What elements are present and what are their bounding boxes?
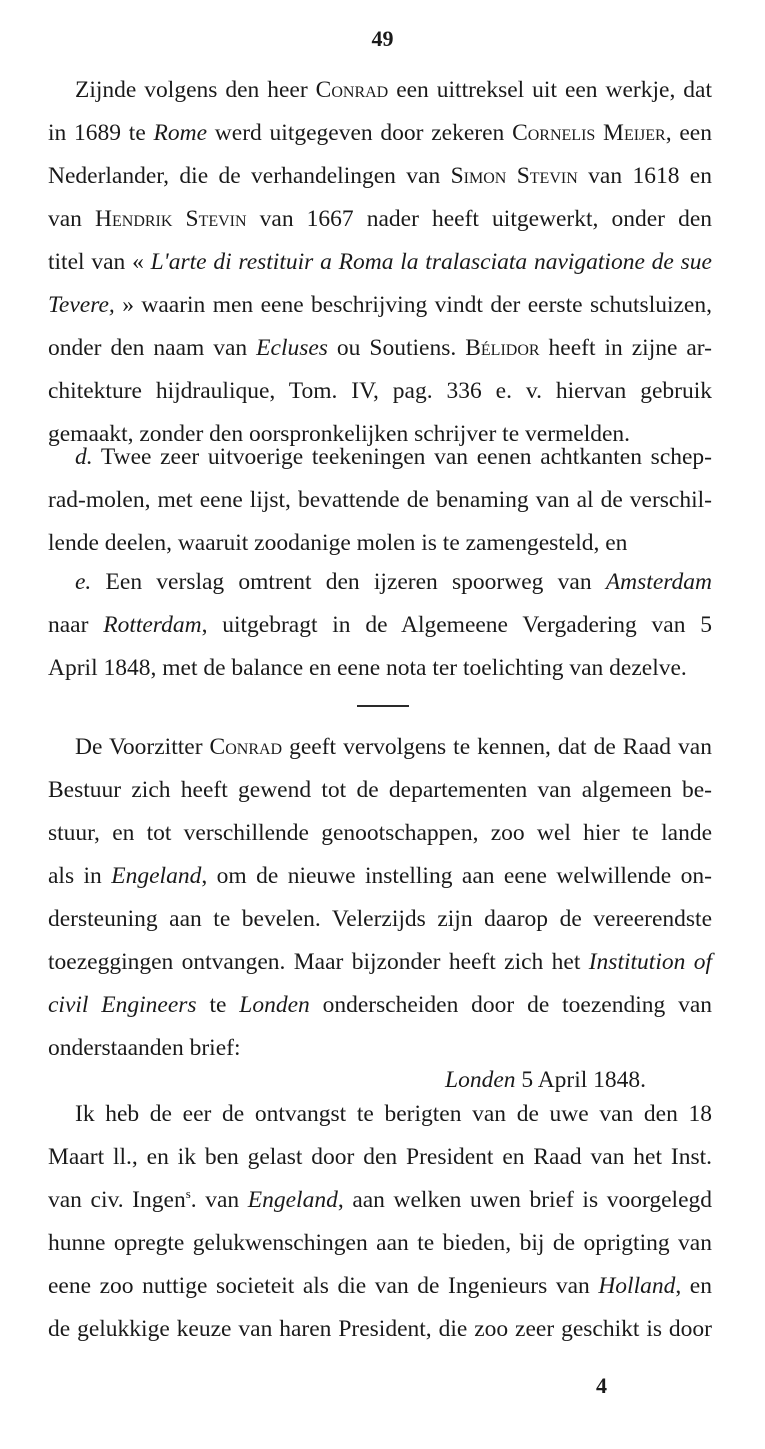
text-line: onder den naam van Ecluses ou Soutiens. Bélidor heeft in zijne ar- <box>48 335 712 361</box>
text-line: toezeggingen ontvangen. Maar bijzonder heeft zich het Institution of <box>48 949 712 975</box>
text-line: naar Rotterdam, uitgebragt in de Algemeene Vergadering van 5 <box>48 612 712 638</box>
text-line: e. Een verslag omtrent den ijzeren spoorweg van Amsterdam <box>75 569 712 595</box>
text-line: Bestuur zich heeft gewend tot de departementen van algemeen be- <box>48 777 712 803</box>
paragraph-conrad-excerpt <box>48 69 712 456</box>
text-line: civil Engineers te Londen onderscheiden door de toezending van <box>48 992 712 1018</box>
text-line: Tevere, » waarin men eene beschrijving vindt der eerste schutsluizen, <box>48 292 712 318</box>
text-line: eene zoo nuttige societeit als die van de Ingenieurs van Holland, en <box>48 1273 712 1299</box>
text-line: Zijnde volgens den heer Conrad een uittreksel uit een werkje, dat <box>75 77 712 103</box>
text-line: chitekture hijdraulique, Tom. IV, pag. 336 e. v. hiervan gebruik <box>48 378 712 404</box>
paragraph-voorzitter <box>48 726 712 1070</box>
letter-dateline: Londen 5 April 1848. <box>445 1067 647 1093</box>
text-line: in 1689 te Rome werd uitgegeven door zekeren Cornelis Meijer, een <box>48 120 712 146</box>
letter-body <box>48 1093 712 1351</box>
text-line: Ik heb de eer de ontvangst te berigten van de uwe van den 18 <box>75 1101 712 1127</box>
list-item-d <box>48 436 712 565</box>
text-line: April 1848, met de balance en eene nota ter toelichting van dezelve. <box>48 655 687 681</box>
text-line: onderstaanden brief: <box>48 1035 241 1061</box>
text-line: van civ. Ingen$^s$. van Engeland, aan welken uwen brief is voorgelegd <box>48 1186 712 1213</box>
text-line: de gelukkige keuze van haren President, die zoo zeer geschikt is door <box>48 1316 712 1342</box>
text-line: rad-molen, met eene lijst, bevattende de benaming van al de verschil- <box>48 487 712 513</box>
page-number: 49 <box>371 26 394 51</box>
signature-mark: 4 <box>596 1373 607 1398</box>
text-line: Maart ll., en ik ben gelast door den President en Raad van het Inst. <box>48 1144 712 1170</box>
item-marker: d. <box>75 444 93 470</box>
text-line: d. Twee zeer uitvoerige teekeningen van eenen achtkanten schep- <box>75 444 712 470</box>
text-line: De Voorzitter Conrad geeft vervolgens te kennen, dat de Raad van <box>75 734 712 760</box>
text-line: hunne opregte gelukwenschingen aan te bieden, bij de oprigting van <box>48 1230 712 1256</box>
text-line: dersteuning aan te bevelen. Velerzijds zijn daarop de vereerendste <box>48 906 712 932</box>
text-line: lende deelen, waaruit zoodanige molen is te zamengesteld, en <box>48 530 628 556</box>
section-divider <box>357 705 409 707</box>
text-line: gemaakt, zonder den oorspronkelijken schrijver te vermelden. <box>48 421 631 447</box>
text-line: als in Engeland, om de nieuwe instelling aan eene welwillende on- <box>48 863 712 889</box>
list-item-e <box>48 561 712 690</box>
text-line: Nederlander, die de verhandelingen van Simon Stevin van 1618 en <box>48 163 712 189</box>
text-line: titel van « L'arte di restituir a Roma la tralasciata navigatione de sue <box>48 249 712 275</box>
item-marker: e. <box>75 569 92 595</box>
text-line: stuur, en tot verschillende genootschappen, zoo wel hier te lande <box>48 820 712 846</box>
text-line: van Hendrik Stevin van 1667 nader heeft uitgewerkt, onder den <box>48 206 712 232</box>
